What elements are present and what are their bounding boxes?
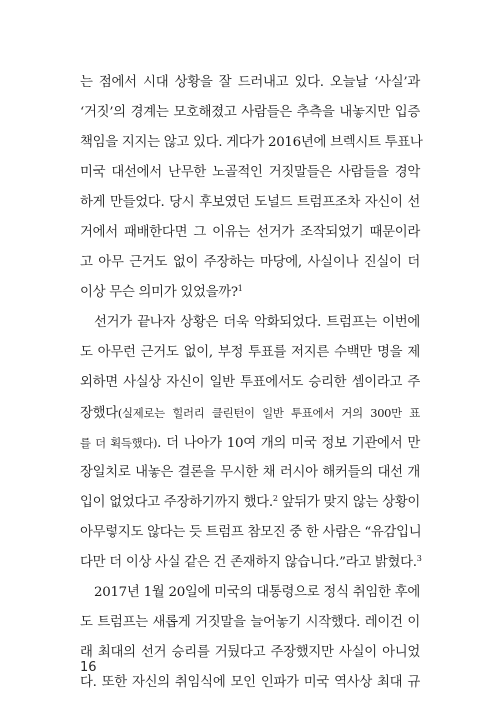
- text-line: [80, 638, 420, 668]
- parenthetical-note: 를 더 획득했다): [80, 436, 158, 450]
- text-line: [80, 518, 420, 548]
- line-text: 장했다: [80, 406, 118, 421]
- page-number: 16: [80, 660, 97, 675]
- text-line: [80, 278, 420, 308]
- text-line: [80, 188, 420, 218]
- line-text: 도 아무런 근거도 없이, 부정 투표를 저지른 수백만 명을 제: [80, 345, 420, 360]
- text-line: [80, 548, 420, 578]
- line-text: 외하면 사실상 자신이 일반 투표에서도 승리한 셈이라고 주: [80, 375, 420, 390]
- text-line: [80, 308, 420, 338]
- line-text: 고 아무 근거도 없이 주장하는 마당에, 사실이나 진실이 더: [80, 255, 420, 270]
- line-text: 도 트럼프는 새롭게 거짓말을 늘어놓기 시작했다. 레이건 이: [80, 615, 420, 630]
- line-text: 입이 없었다고 주장하기까지 했다.: [80, 495, 273, 510]
- line-text: 는 점에서 시대 상황을 잘 드러내고 있다. 오늘날 ‘사실’과: [80, 75, 420, 90]
- text-line: [80, 98, 420, 128]
- text-line: [80, 218, 420, 248]
- text-line: [80, 428, 420, 458]
- line-text: ‘거짓’의 경계는 모호해졌고 사람들은 추측을 내놓지만 입증: [80, 105, 420, 120]
- line-text: 아무렇지도 않다는 듯 트럼프 참모진 중 한 사람은 “유감입니: [80, 525, 422, 540]
- footnote-marker: 3: [416, 554, 422, 563]
- text-line: [80, 128, 423, 158]
- line-text: 미국 대선에서 난무한 노골적인 거짓말들은 사람들을 경악: [80, 165, 420, 180]
- text-line: [80, 608, 420, 638]
- parenthetical-note: (실제로는 힐러리 클린턴이 일반 투표에서 거의 300만 표: [117, 406, 420, 420]
- line-text: 이상 무슨 의미가 있었을까?: [80, 285, 238, 300]
- text-line: [80, 668, 420, 698]
- line-text: 래 최대의 선거 승리를 거뒀다고 주장했지만 사실이 아니었: [80, 645, 420, 660]
- text-line: [80, 398, 420, 428]
- text-line: [80, 68, 420, 98]
- text-line: [80, 368, 420, 398]
- line-text: 장일치로 내놓은 결론을 무시한 채 러시아 해커들의 대선 개: [80, 465, 420, 480]
- line-text: 선거가 끝나자 상황은 더욱 악화되었다. 트럼프는 이번에: [94, 315, 420, 330]
- line-text: 다. 또한 자신의 취임식에 모인 인파가 미국 역사상 최대 규: [80, 675, 420, 690]
- line-text: 다만 더 이상 사실 같은 건 존재하지 않습니다.”라고 밝혔다.: [80, 555, 417, 570]
- line-text: 책임을 지지는 않고 있다. 게다가 2016년에 브렉시트 투표나: [80, 135, 423, 150]
- line-text-continued: 앞뒤가 맞지 않는 상황이: [277, 495, 420, 510]
- page-body: [80, 68, 423, 698]
- text-line: [80, 488, 420, 518]
- line-text: 거에서 패배한다면 그 이유는 선거가 조작되었기 때문이라: [80, 225, 420, 240]
- footnote-marker: 2: [272, 494, 278, 503]
- text-line: [80, 248, 420, 278]
- footnote-marker: 1: [237, 284, 243, 293]
- text-line: [80, 338, 420, 368]
- text-line: [80, 578, 420, 608]
- line-text-continued: . 더 나아가 10여 개의 미국 정보 기관에서 만: [157, 436, 420, 451]
- line-text: 2017년 1월 20일에 미국의 대통령으로 정식 취임한 후에: [94, 585, 420, 600]
- line-text: 하게 만들었다. 당시 후보였던 도널드 트럼프조차 자신이 선: [80, 195, 420, 210]
- text-line: [80, 158, 420, 188]
- text-line: [80, 458, 420, 488]
